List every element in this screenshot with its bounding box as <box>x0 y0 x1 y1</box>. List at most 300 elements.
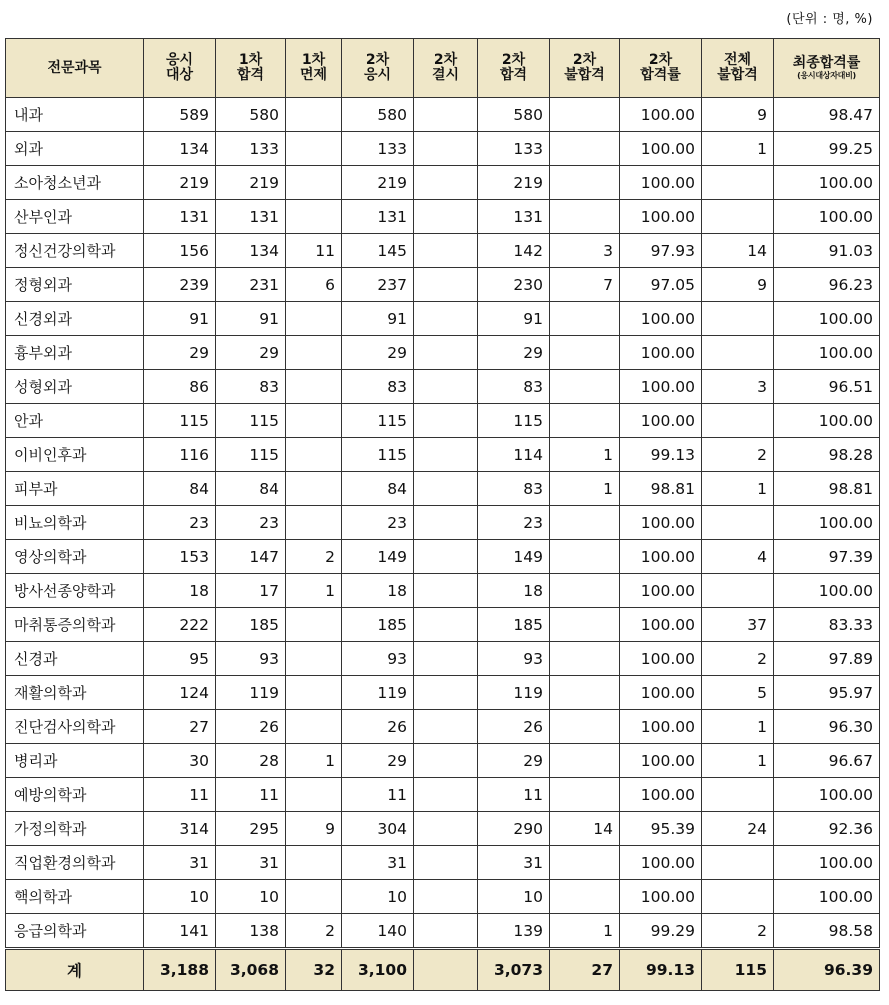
value-cell: 10 <box>144 880 216 914</box>
value-cell: 84 <box>342 472 414 506</box>
column-header-line2: 결시 <box>431 67 460 83</box>
specialty-cell: 직업환경의학과 <box>6 846 144 880</box>
value-cell: 134 <box>144 132 216 166</box>
specialty-cell: 병리과 <box>6 744 144 778</box>
value-cell: 100.00 <box>620 880 702 914</box>
value-cell <box>286 608 342 642</box>
value-cell: 29 <box>478 744 550 778</box>
value-cell: 2 <box>702 438 774 472</box>
table-row <box>6 132 880 166</box>
value-cell: 100.00 <box>774 880 880 914</box>
value-cell <box>550 132 620 166</box>
value-cell <box>550 744 620 778</box>
value-cell <box>286 200 342 234</box>
value-cell <box>702 846 774 880</box>
value-cell: 115 <box>342 438 414 472</box>
value-cell <box>286 846 342 880</box>
value-cell: 96.51 <box>774 370 880 404</box>
value-cell <box>702 302 774 336</box>
total-value-cell: 3,073 <box>478 949 550 991</box>
value-cell <box>550 506 620 540</box>
value-cell: 4 <box>702 540 774 574</box>
total-value-cell: 3,188 <box>144 949 216 991</box>
value-cell <box>702 574 774 608</box>
value-cell: 18 <box>342 574 414 608</box>
specialty-cell: 마취통증의학과 <box>6 608 144 642</box>
specialty-cell: 예방의학과 <box>6 778 144 812</box>
value-cell: 149 <box>342 540 414 574</box>
value-cell: 84 <box>144 472 216 506</box>
value-cell: 219 <box>216 166 286 200</box>
column-header-line1: 2차 <box>501 52 526 68</box>
value-cell <box>550 574 620 608</box>
value-cell: 91 <box>478 302 550 336</box>
column-header <box>550 39 620 98</box>
value-cell: 91 <box>216 302 286 336</box>
value-cell <box>414 778 478 812</box>
value-cell: 96.30 <box>774 710 880 744</box>
unit-label: (단위 : 명, %) <box>786 12 873 27</box>
value-cell: 6 <box>286 268 342 302</box>
value-cell: 100.00 <box>774 166 880 200</box>
specialty-cell: 재활의학과 <box>6 676 144 710</box>
value-cell: 100.00 <box>620 506 702 540</box>
value-cell: 115 <box>144 404 216 438</box>
table-row <box>6 200 880 234</box>
value-cell: 3 <box>550 234 620 268</box>
specialty-cell: 방사선종양학과 <box>6 574 144 608</box>
value-cell: 26 <box>216 710 286 744</box>
value-cell: 115 <box>342 404 414 438</box>
total-value-cell: 99.13 <box>620 949 702 991</box>
column-header <box>342 39 414 98</box>
column-header-line1: 2차 <box>648 52 673 68</box>
value-cell <box>286 710 342 744</box>
value-cell: 99.25 <box>774 132 880 166</box>
value-cell: 100.00 <box>620 574 702 608</box>
table-row <box>6 370 880 404</box>
specialty-cell: 피부과 <box>6 472 144 506</box>
value-cell <box>286 404 342 438</box>
value-cell: 9 <box>286 812 342 846</box>
value-cell: 95.39 <box>620 812 702 846</box>
value-cell: 100.00 <box>620 166 702 200</box>
specialty-cell: 영상의학과 <box>6 540 144 574</box>
value-cell <box>702 404 774 438</box>
value-cell: 23 <box>144 506 216 540</box>
value-cell: 23 <box>216 506 286 540</box>
table-row <box>6 642 880 676</box>
total-label: 계 <box>6 949 144 991</box>
value-cell <box>702 506 774 540</box>
table-row <box>6 778 880 812</box>
value-cell <box>550 370 620 404</box>
value-cell <box>550 880 620 914</box>
value-cell: 116 <box>144 438 216 472</box>
column-header-line1: 응시 <box>165 52 194 68</box>
value-cell: 124 <box>144 676 216 710</box>
value-cell: 1 <box>550 472 620 506</box>
value-cell: 149 <box>478 540 550 574</box>
table-row <box>6 166 880 200</box>
value-cell: 115 <box>216 438 286 472</box>
value-cell: 23 <box>342 506 414 540</box>
value-cell <box>286 778 342 812</box>
value-cell <box>414 234 478 268</box>
value-cell: 100.00 <box>620 98 702 132</box>
value-cell <box>414 540 478 574</box>
value-cell: 2 <box>286 914 342 949</box>
value-cell: 100.00 <box>620 404 702 438</box>
value-cell <box>414 676 478 710</box>
value-cell: 142 <box>478 234 550 268</box>
specialty-cell: 비뇨의학과 <box>6 506 144 540</box>
table-row <box>6 234 880 268</box>
value-cell <box>550 608 620 642</box>
value-cell: 28 <box>216 744 286 778</box>
column-header-line1: 전체 <box>723 52 752 68</box>
value-cell <box>286 166 342 200</box>
value-cell: 93 <box>478 642 550 676</box>
value-cell: 17 <box>216 574 286 608</box>
value-cell: 230 <box>478 268 550 302</box>
value-cell: 99.29 <box>620 914 702 949</box>
column-header <box>414 39 478 98</box>
value-cell: 93 <box>216 642 286 676</box>
column-header-note: (응시대상자대비) <box>797 70 856 80</box>
value-cell: 131 <box>216 200 286 234</box>
column-header-line2: 합격 <box>236 67 265 83</box>
column-header-line2: 불합격 <box>717 67 758 83</box>
value-cell: 133 <box>478 132 550 166</box>
value-cell: 185 <box>216 608 286 642</box>
value-cell <box>414 846 478 880</box>
value-cell <box>286 336 342 370</box>
column-header-line1: 1차 <box>301 52 326 68</box>
value-cell: 1 <box>702 472 774 506</box>
total-value-cell: 3,100 <box>342 949 414 991</box>
value-cell <box>414 914 478 949</box>
value-cell <box>286 642 342 676</box>
value-cell <box>550 540 620 574</box>
total-value-cell: 96.39 <box>774 949 880 991</box>
value-cell <box>414 166 478 200</box>
value-cell: 156 <box>144 234 216 268</box>
value-cell: 580 <box>216 98 286 132</box>
specialty-cell: 내과 <box>6 98 144 132</box>
value-cell: 10 <box>342 880 414 914</box>
value-cell: 131 <box>478 200 550 234</box>
table-row <box>6 540 880 574</box>
table-row <box>6 812 880 846</box>
value-cell: 98.28 <box>774 438 880 472</box>
column-header-line1: 2차 <box>365 52 390 68</box>
value-cell: 95 <box>144 642 216 676</box>
value-cell <box>286 506 342 540</box>
value-cell: 83 <box>342 370 414 404</box>
value-cell: 86 <box>144 370 216 404</box>
value-cell <box>550 404 620 438</box>
table-row <box>6 472 880 506</box>
value-cell: 115 <box>478 404 550 438</box>
value-cell: 185 <box>478 608 550 642</box>
total-value-cell: 115 <box>702 949 774 991</box>
value-cell: 304 <box>342 812 414 846</box>
column-header <box>216 39 286 98</box>
specialty-cell: 신경과 <box>6 642 144 676</box>
value-cell: 219 <box>478 166 550 200</box>
value-cell: 29 <box>216 336 286 370</box>
column-header-line1: 2차 <box>572 52 597 68</box>
value-cell: 97.39 <box>774 540 880 574</box>
value-cell <box>286 880 342 914</box>
column-header <box>6 39 144 98</box>
value-cell: 100.00 <box>620 710 702 744</box>
value-cell: 1 <box>702 710 774 744</box>
value-cell <box>286 472 342 506</box>
value-cell: 9 <box>702 268 774 302</box>
value-cell: 119 <box>342 676 414 710</box>
value-cell: 98.81 <box>774 472 880 506</box>
value-cell: 31 <box>478 846 550 880</box>
value-cell: 5 <box>702 676 774 710</box>
value-cell: 100.00 <box>774 200 880 234</box>
value-cell: 2 <box>286 540 342 574</box>
value-cell <box>702 880 774 914</box>
specialty-cell: 이비인후과 <box>6 438 144 472</box>
value-cell: 100.00 <box>620 846 702 880</box>
value-cell <box>414 268 478 302</box>
column-header-line2: 합격 <box>499 67 528 83</box>
value-cell: 119 <box>478 676 550 710</box>
value-cell: 100.00 <box>774 404 880 438</box>
value-cell: 11 <box>478 778 550 812</box>
table-row <box>6 744 880 778</box>
specialty-cell: 외과 <box>6 132 144 166</box>
value-cell: 222 <box>144 608 216 642</box>
column-header <box>774 39 880 98</box>
value-cell <box>414 98 478 132</box>
column-header-line2: 합격률 <box>640 67 681 83</box>
value-cell: 30 <box>144 744 216 778</box>
total-value-cell <box>414 949 478 991</box>
value-cell: 100.00 <box>620 302 702 336</box>
value-cell: 131 <box>144 200 216 234</box>
column-header-line1: 1차 <box>238 52 263 68</box>
value-cell: 26 <box>478 710 550 744</box>
value-cell <box>550 166 620 200</box>
value-cell <box>702 778 774 812</box>
value-cell: 1 <box>702 132 774 166</box>
value-cell: 14 <box>550 812 620 846</box>
value-cell: 100.00 <box>774 778 880 812</box>
value-cell <box>414 336 478 370</box>
value-cell: 100.00 <box>620 540 702 574</box>
value-cell: 29 <box>342 744 414 778</box>
value-cell <box>414 812 478 846</box>
value-cell: 1 <box>286 574 342 608</box>
value-cell: 10 <box>478 880 550 914</box>
table-row <box>6 710 880 744</box>
value-cell: 29 <box>144 336 216 370</box>
value-cell <box>286 370 342 404</box>
specialty-cell: 소아청소년과 <box>6 166 144 200</box>
specialty-cell: 신경외과 <box>6 302 144 336</box>
value-cell: 140 <box>342 914 414 949</box>
value-cell: 100.00 <box>620 336 702 370</box>
value-cell <box>550 710 620 744</box>
value-cell: 589 <box>144 98 216 132</box>
value-cell: 95.97 <box>774 676 880 710</box>
value-cell: 185 <box>342 608 414 642</box>
value-cell: 97.93 <box>620 234 702 268</box>
value-cell <box>702 336 774 370</box>
column-header-line2: 응시 <box>363 67 392 83</box>
value-cell: 99.13 <box>620 438 702 472</box>
value-cell: 139 <box>478 914 550 949</box>
value-cell <box>414 370 478 404</box>
value-cell: 97.89 <box>774 642 880 676</box>
value-cell: 237 <box>342 268 414 302</box>
table-row <box>6 914 880 949</box>
value-cell <box>550 336 620 370</box>
value-cell: 100.00 <box>620 608 702 642</box>
table-row <box>6 404 880 438</box>
value-cell: 11 <box>286 234 342 268</box>
value-cell: 138 <box>216 914 286 949</box>
value-cell: 24 <box>702 812 774 846</box>
value-cell <box>286 676 342 710</box>
table-row <box>6 98 880 132</box>
value-cell: 131 <box>342 200 414 234</box>
column-header <box>286 39 342 98</box>
value-cell: 114 <box>478 438 550 472</box>
value-cell: 18 <box>144 574 216 608</box>
value-cell: 100.00 <box>774 506 880 540</box>
total-value-cell: 27 <box>550 949 620 991</box>
value-cell: 100.00 <box>774 846 880 880</box>
value-cell: 84 <box>216 472 286 506</box>
value-cell: 100.00 <box>620 132 702 166</box>
specialty-cell: 응급의학과 <box>6 914 144 949</box>
value-cell: 98.81 <box>620 472 702 506</box>
value-cell: 27 <box>144 710 216 744</box>
value-cell: 97.05 <box>620 268 702 302</box>
value-cell: 83 <box>478 472 550 506</box>
column-header-line1: 최종합격률 <box>792 54 861 71</box>
value-cell <box>414 404 478 438</box>
value-cell: 231 <box>216 268 286 302</box>
table-row <box>6 268 880 302</box>
table-row <box>6 676 880 710</box>
value-cell <box>550 676 620 710</box>
total-row <box>6 949 880 991</box>
value-cell: 11 <box>342 778 414 812</box>
table-row <box>6 506 880 540</box>
value-cell <box>414 438 478 472</box>
total-value-cell: 3,068 <box>216 949 286 991</box>
value-cell: 91.03 <box>774 234 880 268</box>
table-row <box>6 880 880 914</box>
value-cell: 96.23 <box>774 268 880 302</box>
value-cell: 83 <box>216 370 286 404</box>
value-cell: 29 <box>342 336 414 370</box>
column-header-line1: 전문과목 <box>47 59 102 76</box>
value-cell: 83.33 <box>774 608 880 642</box>
value-cell: 31 <box>342 846 414 880</box>
exam-results-table <box>5 38 880 991</box>
specialty-cell: 흉부외과 <box>6 336 144 370</box>
specialty-cell: 가정의학과 <box>6 812 144 846</box>
value-cell: 100.00 <box>774 574 880 608</box>
value-cell: 96.67 <box>774 744 880 778</box>
total-value-cell: 32 <box>286 949 342 991</box>
value-cell <box>414 472 478 506</box>
value-cell: 7 <box>550 268 620 302</box>
specialty-cell: 핵의학과 <box>6 880 144 914</box>
column-header <box>478 39 550 98</box>
value-cell <box>550 302 620 336</box>
table-row <box>6 608 880 642</box>
value-cell <box>414 642 478 676</box>
value-cell <box>550 200 620 234</box>
value-cell: 314 <box>144 812 216 846</box>
value-cell <box>550 98 620 132</box>
value-cell: 83 <box>478 370 550 404</box>
value-cell: 219 <box>342 166 414 200</box>
value-cell: 115 <box>216 404 286 438</box>
value-cell: 580 <box>342 98 414 132</box>
value-cell <box>414 132 478 166</box>
value-cell: 239 <box>144 268 216 302</box>
value-cell: 29 <box>478 336 550 370</box>
value-cell: 31 <box>144 846 216 880</box>
value-cell: 100.00 <box>620 642 702 676</box>
value-cell <box>702 166 774 200</box>
value-cell: 98.47 <box>774 98 880 132</box>
value-cell <box>414 880 478 914</box>
value-cell: 2 <box>702 642 774 676</box>
specialty-cell: 정형외과 <box>6 268 144 302</box>
value-cell: 26 <box>342 710 414 744</box>
header-row <box>6 39 880 98</box>
value-cell: 14 <box>702 234 774 268</box>
value-cell <box>414 574 478 608</box>
specialty-cell: 성형외과 <box>6 370 144 404</box>
column-header-line2: 면제 <box>299 67 328 83</box>
value-cell: 2 <box>702 914 774 949</box>
value-cell: 18 <box>478 574 550 608</box>
value-cell: 1 <box>550 914 620 949</box>
column-header <box>620 39 702 98</box>
value-cell <box>286 302 342 336</box>
value-cell: 100.00 <box>774 336 880 370</box>
value-cell: 141 <box>144 914 216 949</box>
value-cell: 91 <box>144 302 216 336</box>
value-cell: 31 <box>216 846 286 880</box>
specialty-cell: 정신건강의학과 <box>6 234 144 268</box>
value-cell: 134 <box>216 234 286 268</box>
value-cell: 580 <box>478 98 550 132</box>
value-cell: 153 <box>144 540 216 574</box>
column-header <box>144 39 216 98</box>
column-header-line2: 대상 <box>165 67 194 83</box>
table-row <box>6 438 880 472</box>
table-row <box>6 574 880 608</box>
value-cell: 119 <box>216 676 286 710</box>
value-cell: 1 <box>702 744 774 778</box>
value-cell: 1 <box>286 744 342 778</box>
